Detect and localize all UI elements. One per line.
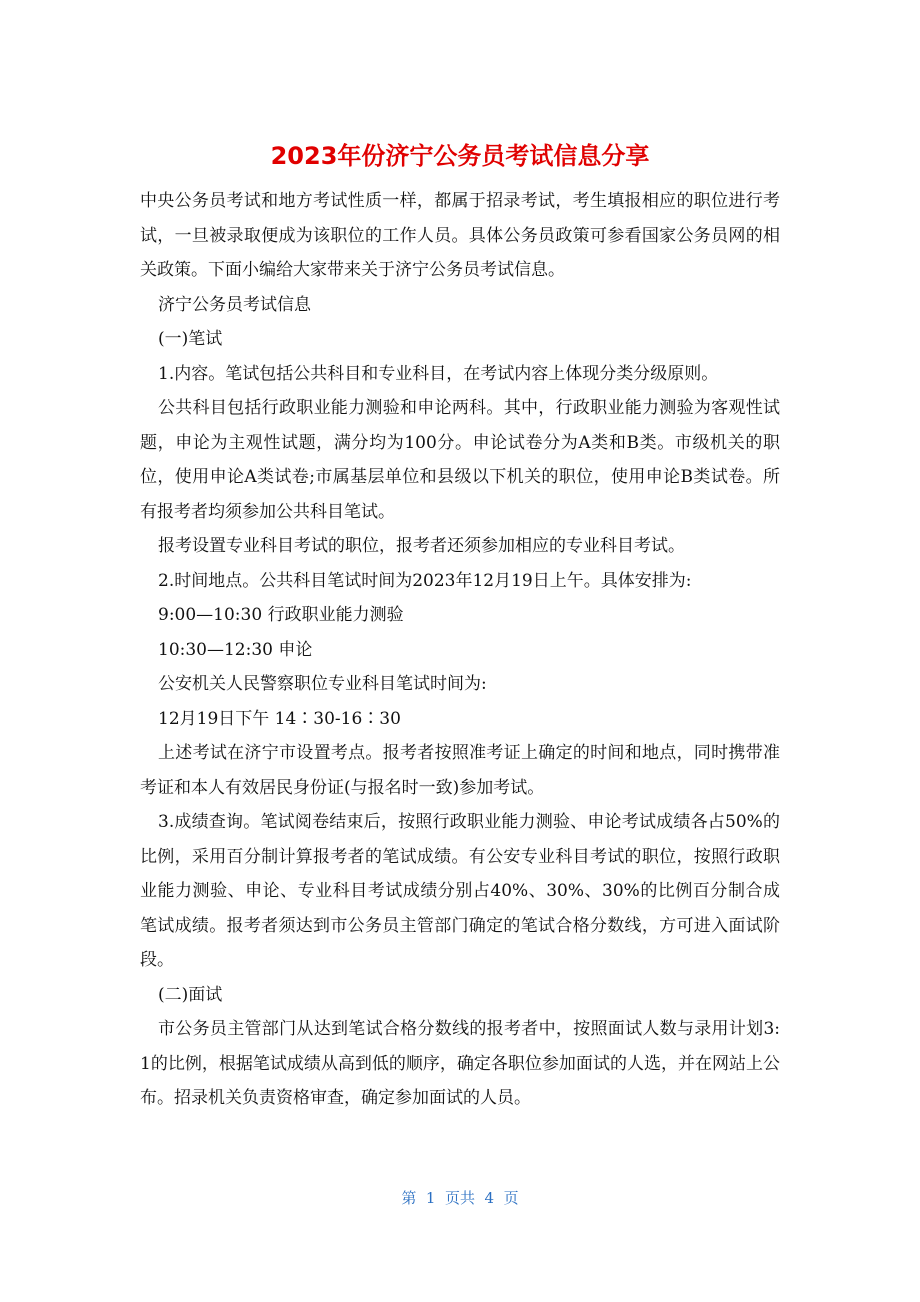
paragraph-exam-venue: 上述考试在济宁市设置考点。报考者按照准考证上确定的时间和地点，同时携带准考证和本人有效居民身份证(与报名时一致)参加考试。 bbox=[140, 743, 780, 798]
paragraph-time-location: 2.时间地点。公共科目笔试时间为2023年12月19日上午。具体安排为: bbox=[158, 570, 692, 591]
schedule-line-1: 9:00—10:30 行政职业能力测验 bbox=[158, 605, 404, 625]
section-heading: 济宁公务员考试信息 bbox=[158, 294, 311, 315]
schedule-line-2: 10:30—12:30 申论 bbox=[158, 639, 313, 660]
document-body bbox=[140, 184, 780, 1116]
subsection-heading-interview: (二)面试 bbox=[158, 984, 223, 1005]
paragraph-interview: 市公务员主管部门从达到笔试合格分数线的报考者中，按照面试人数与录用计划3:1的比例，根据笔试成绩从高到低的顺序，确定各职位参加面试的人选，并在网站上公布。招录机关负责资格审查，确定参加面试的人员。 bbox=[140, 1019, 780, 1108]
document-title: 2023年份济宁公务员考试信息分享 bbox=[270, 142, 650, 170]
page-footer: 第 1 页共 4 页 bbox=[401, 1189, 519, 1207]
paragraph-police-exam: 公安机关人民警察职位专业科目笔试时间为: bbox=[158, 674, 487, 694]
paragraph-content: 1.内容。笔试包括公共科目和专业科目，在考试内容上体现分类分级原则。 bbox=[158, 363, 719, 384]
schedule-line-3: 12月19日下午 14∶30-16∶30 bbox=[158, 708, 401, 729]
paragraph-professional-subjects: 报考设置专业科目考试的职位，报考者还须参加相应的专业科目考试。 bbox=[158, 536, 685, 556]
paragraph-public-subjects: 公共科目包括行政职业能力测验和申论两科。其中，行政职业能力测验为客观性试题，申论为主观性试题，满分均为100分。申论试卷分为A类和B类。市级机关的职位，使用申论A类试卷;市属基层单位和县级以下机关的职位，使用申论B类试卷。所有报考者均须参加公共科目笔试。 bbox=[140, 398, 780, 522]
paragraph-intro: 中央公务员考试和地方考试性质一样，都属于招录考试，考生填报相应的职位进行考试，一旦被录取便成为该职位的工作人员。具体公务员政策可参看国家公务员网的相关政策。下面小编给大家带来关于济宁公务员考试信息。 bbox=[140, 191, 780, 280]
paragraph-score-query: 3.成绩查询。笔试阅卷结束后，按照行政职业能力测验、申论考试成绩各占50%的比例，采用百分制计算报考者的笔试成绩。有公安专业科目考试的职位，按照行政职业能力测验、申论、专业科目考试成绩分别占40%、30%、30%的比例百分制合成笔试成绩。报考者须达到市公务员主管部门确定的笔试合格分数线，方可进入面试阶段。 bbox=[140, 812, 780, 970]
subsection-heading-written-exam: (一)笔试 bbox=[158, 329, 223, 349]
